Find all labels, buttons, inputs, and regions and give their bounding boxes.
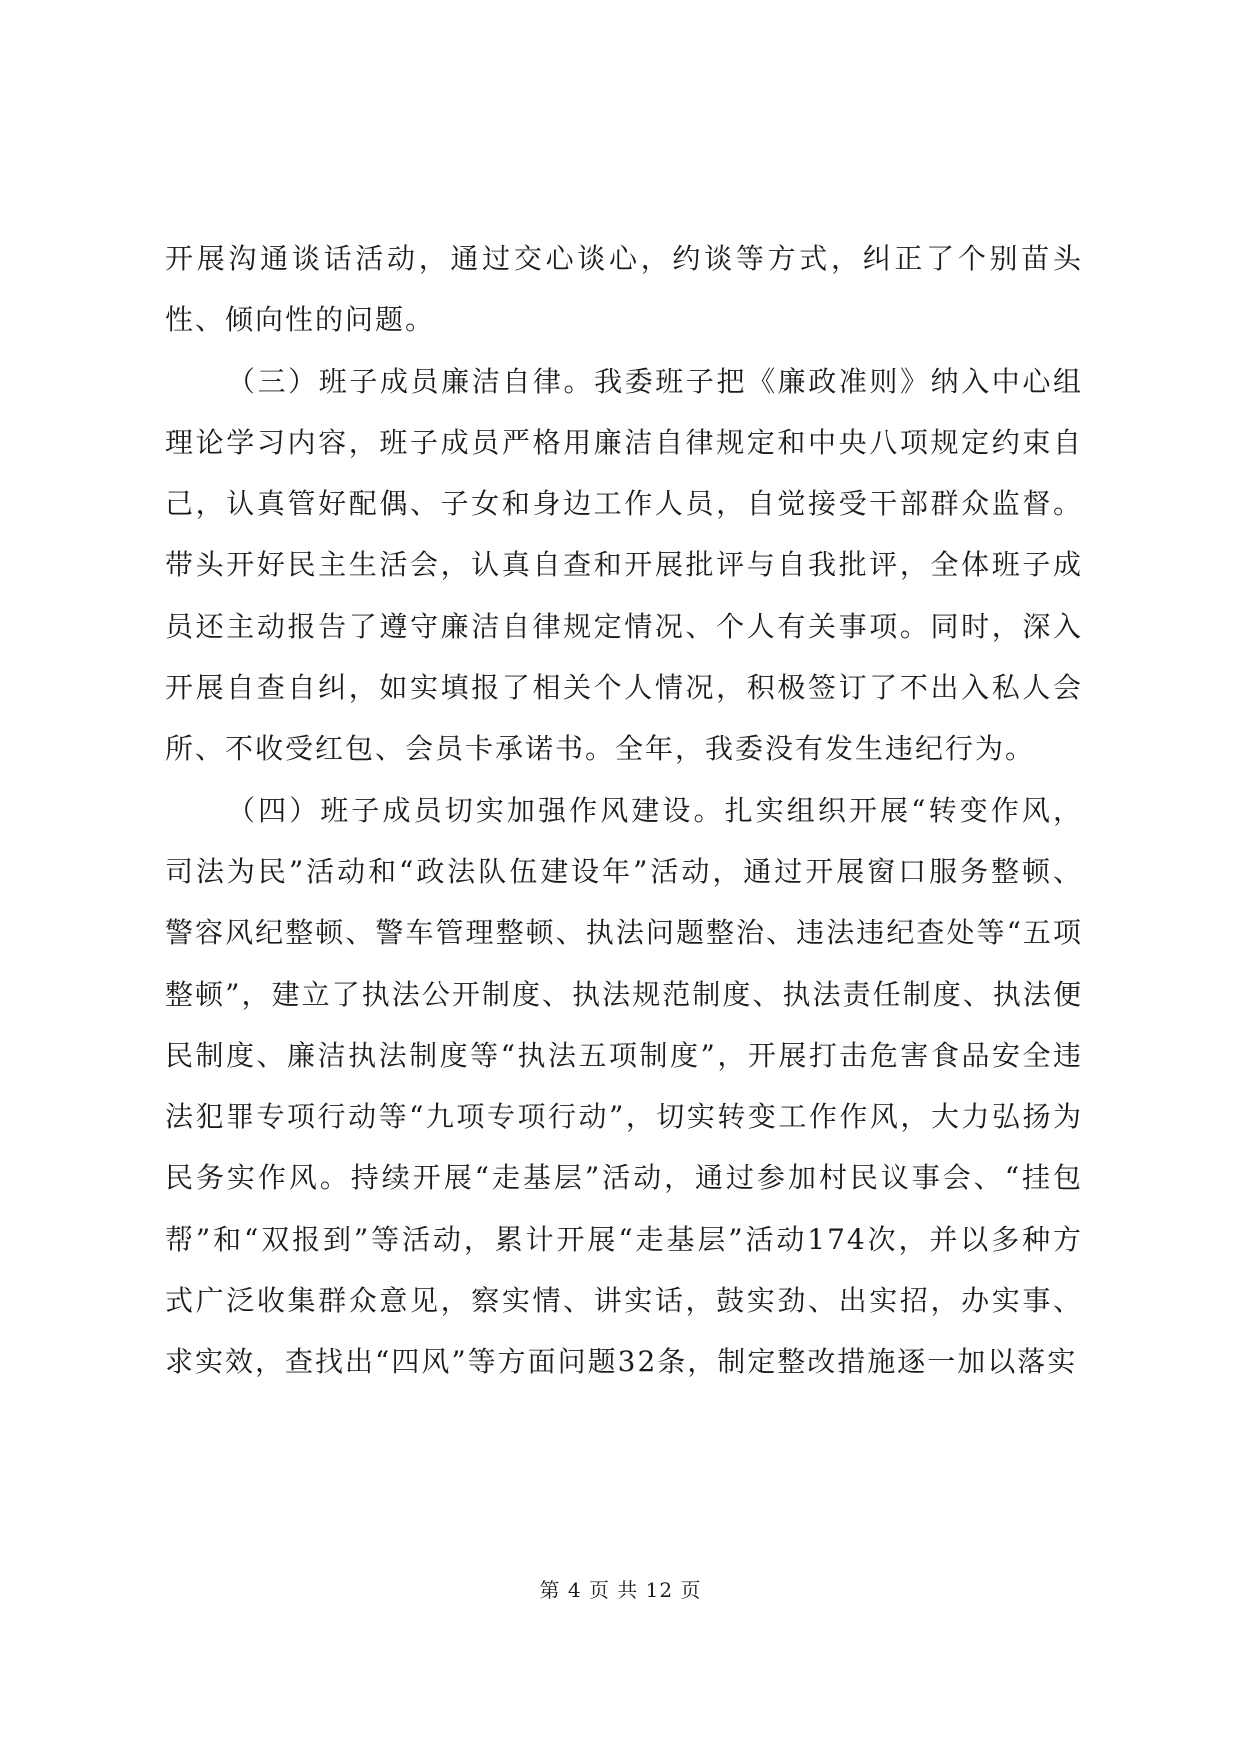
paragraph-continuation: 开展沟通谈话活动，通过交心谈心，约谈等方式，纠正了个别苗头性、倾向性的问题。 [165, 242, 1083, 337]
document-body [165, 228, 1083, 1393]
paragraph-section-4: （四）班子成员切实加强作风建设。扎实组织开展“转变作风，司法为民”活动和“政法队伍建设年”活动，通过开展窗口服务整顿、警容风纪整顿、警车管理整顿、执法问题整治、违法违纪查处等“五项整顿”，建立了执法公开制度、执法规范制度、执法责任制度、执法便民制度、廉洁执法制度等“执法五项制度”，开展打击危害食品安全违法犯罪专项行动等“九项专项行动”，切实转变工作作风，大力弘扬为民务实作风。持续开展“走基层”活动，通过参加村民议事会、“挂包帮”和“双报到”等活动，累计开展“走基层”活动174次，并以多种方式广泛收集群众意见，察实情、讲实话，鼓实劲、出实招，办实事、求实效，查找出“四风”等方面问题32条，制定整改措施逐一加以落实 [165, 793, 1083, 1379]
paragraph-section-3: （三）班子成员廉洁自律。我委班子把《廉政准则》纳入中心组理论学习内容，班子成员严格用廉洁自律规定和中央八项规定约束自己，认真管好配偶、子女和身边工作人员，自觉接受干部群众监督。带头开好民主生活会，认真自查和开展批评与自我批评，全体班子成员还主动报告了遵守廉洁自律规定情况、个人有关事项。同时，深入开展自查自纠，如实填报了相关个人情况，积极签订了不出入私人会所、不收受红包、会员卡承诺书。全年，我委没有发生违纪行为。 [165, 364, 1083, 766]
page-footer: 第 4 页 共 12 页 [539, 1578, 702, 1602]
